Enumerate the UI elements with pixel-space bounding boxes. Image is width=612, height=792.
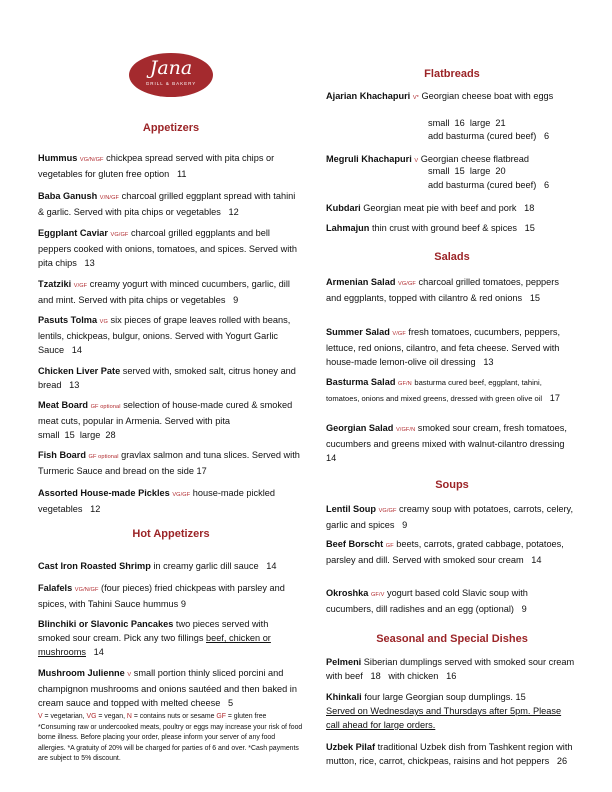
menu-item: Pelmeni Siberian dumplings served with smoked sour cream with beef 18 with chicken 16 (326, 657, 575, 681)
menu-item: Blinchiki or Slavonic Pancakes two pieces served with smoked sour cream. Pick any two fillings beef, chicken or mushrooms 14 (38, 619, 271, 657)
menu-item: Basturma Salad GF/N basturma cured beef, eggplant, tahini, tomatoes, onions and mixed greens, dressed with green olive oil 17 (326, 377, 561, 403)
section-hot-appetizers: Hot Appetizers (132, 528, 210, 540)
legend: V = vegetarian, VG = vegan, N = contains nuts or sesame GF = gluten free (38, 713, 267, 720)
section-soups: Soups (435, 479, 469, 491)
menu-item: Georgian Salad V/GF/N smoked sour cream, fresh tomatoes, cucumbers and greens mixed with walnut-cilantro dressing 14 (326, 423, 567, 463)
menu-item: Tzatziki V/GF creamy yogurt with minced cucumbers, garlic, dill and mint. Served with pita chips or vegetables 9 (38, 279, 290, 305)
menu-item: Assorted House-made Pickles VG/GF house-made pickled vegetables 12 (38, 488, 276, 514)
addon: add basturma (cured beef) 6 (428, 180, 550, 190)
menu-footnote (38, 712, 304, 765)
size-prices: small 16 large 21 (428, 118, 506, 128)
menu-item: Ajarian Khachapuri V* Georgian cheese boat with eggs (326, 91, 554, 101)
section-flatbreads: Flatbreads (424, 68, 480, 80)
addon: add basturma (cured beef) 6 (428, 131, 550, 141)
menu-item: Chicken Liver Pate served with, smoked salt, citrus honey and bread 13 (38, 366, 296, 390)
menu-item: Kubdari Georgian meat pie with beef and pork 18 (326, 203, 535, 213)
menu-item: Beef Borscht GF beets, carrots, grated cabbage, potatoes, parsley and dill. Served with smoked sour cream 14 (326, 539, 564, 565)
menu-item: Eggplant Caviar VG/GF charcoal grilled eggplants and bell peppers cooked with onions, tomatoes, and spices. Served with pita chips 13 (38, 228, 297, 268)
menu-item: Cast Iron Roasted Shrimp in creamy garlic dill sauce 14 (38, 561, 277, 571)
menu-item: Megruli Khachapuri V Georgian cheese flatbread (326, 154, 530, 164)
brand-tagline: GRILL & BAKERY (145, 81, 197, 86)
menu-item: Summer Salad V/GF fresh tomatoes, cucumbers, peppers, lettuce, red onions, cilantro, and feta cheese. Served with house-made lemon-olive oil dressing 13 (326, 327, 561, 367)
menu-item: Okroshka GF/V yogurt based cold Slavic soup with cucumbers, dill radishes and an egg (optional) 9 (326, 588, 528, 614)
brand-name: Jana (149, 57, 193, 79)
menu-item: Lahmajun thin crust with ground beef & spices 15 (326, 223, 535, 233)
menu-item: Mushroom Julienne V small portion thinly sliced porcini and champignon mushrooms and onions sautéed and then baked in cream sauce and topped with melted cheese 5 (38, 668, 297, 708)
section-seasonal: Seasonal and Special Dishes (376, 633, 528, 645)
menu-item: Armenian Salad VG/GF charcoal grilled tomatoes, peppers and eggplants, topped with cilantro & red onions 15 (326, 277, 559, 303)
menu-item: Khinkali four large Georgian soup dumplings. 15 Served on Wednesdays and Thursdays after 5pm. Please call ahead for large orders. (326, 690, 576, 732)
menu-item: Uzbek Pilaf traditional Uzbek dish from Tashkent region with mutton, rice, carrot, chickpeas, raisins and hot peppers 26 (326, 742, 573, 766)
size-prices: small 15 large 20 (428, 166, 506, 176)
menu-item: Falafels VG/N/GF (four pieces) fried chickpeas with parsley and spices, with Tahini Sauce hummus 9 (38, 583, 285, 609)
menu-item: Baba Ganush V/N/GF charcoal grilled eggplant spread with tahini & garlic. Served with pita chips or vegetables 12 (38, 191, 296, 217)
menu-item: Lentil Soup VG/GF creamy soup with potatoes, carrots, celery, garlic and spices 9 (326, 504, 573, 530)
menu-item: Pasuts Tolma VG six pieces of grape leaves rolled with beans, lentils, chickpeas, bulgur, onions. Served with Yogurt Garlic Sauce 14 (38, 315, 291, 355)
brand-logo (129, 53, 213, 97)
menu-item: Hummus VG/N/GF chickpea spread served with pita chips or vegetables for gluten free option 11 (38, 153, 275, 179)
menu-item: Meat Board GF optional selection of house-made cured & smoked meat cuts, popular in Armenia. Served with pita small 15 large 28 (38, 400, 293, 440)
section-salads: Salads (434, 251, 470, 263)
disclaimer: *Consuming raw or undercooked meats, poultry or eggs may increase your risk of food borne illness. Before placing your order, please inform your server of any food allergies. *A gratuity of 20% will be charged for parties of 6 and over. *Cash payments are subject to 5% discount. (38, 723, 303, 763)
menu-item: Fish Board GF optional gravlax salmon and tuna slices. Served with Turmeric Sauce and bread on the side 17 (38, 450, 300, 476)
khinkali-note: Served on Wednesdays and Thursdays after 5pm. Please call ahead for large orders. (326, 706, 562, 730)
section-appetizers: Appetizers (142, 122, 200, 134)
